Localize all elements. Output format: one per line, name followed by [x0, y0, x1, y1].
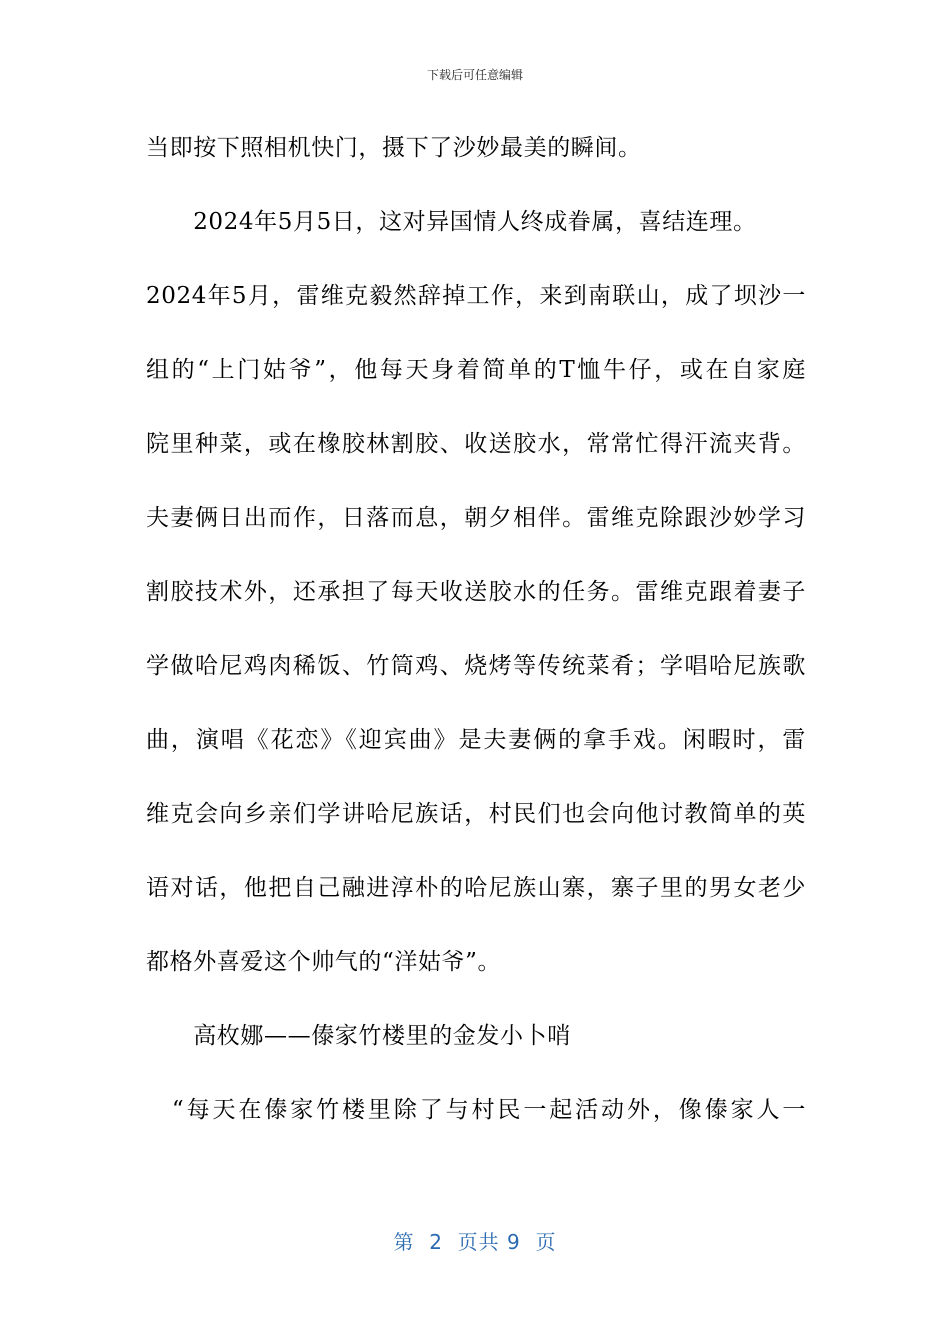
- paragraph-line: 2024年5月5日，这对异国情人终成眷属，喜结连理。: [146, 209, 757, 235]
- paragraph-line: 2024年5月，雷维克毅然辞掉工作，来到南联山，成了坝沙一: [146, 283, 806, 309]
- paragraph-line: 割胶技术外，还承担了每天收送胶水的任务。雷维克跟着妻子: [146, 579, 806, 605]
- paragraph-line: 学做哈尼鸡肉稀饭、竹筒鸡、烧烤等传统菜肴；学唱哈尼族歌: [146, 653, 806, 679]
- paragraph-line: 维克会向乡亲们学讲哈尼族话，村民们也会向他讨教简单的英: [146, 801, 806, 827]
- paragraph-line: 都格外喜爱这个帅气的“洋姑爷”。: [146, 949, 502, 975]
- paragraph-line: 夫妻俩日出而作，日落而息，朝夕相伴。雷维克除跟沙妙学习: [146, 505, 806, 531]
- paragraph-line: 当即按下照相机快门，摄下了沙妙最美的瞬间。: [146, 135, 642, 161]
- section-heading: 高枚娜——傣家竹楼里的金发小卜哨: [146, 1023, 571, 1049]
- paragraph-line: 语对话，他把自己融进淳朴的哈尼族山寨，寨子里的男女老少: [146, 875, 806, 901]
- paragraph-line: 曲，演唱《花恋》《迎宾曲》是夫妻俩的拿手戏。闲暇时，雷: [146, 727, 806, 753]
- header-note: 下载后可任意编辑: [426, 68, 523, 82]
- paragraph-line: 组的“上门姑爷”，他每天身着简单的T恤牛仔，或在自家庭: [146, 357, 806, 383]
- paragraph-line: “每天在傣家竹楼里除了与村民一起活动外，像傣家人一: [146, 1097, 806, 1123]
- paragraph-line: 院里种菜，或在橡胶林割胶、收送胶水，常常忙得汗流夹背。: [146, 431, 806, 457]
- page-number: 第 2 页共 9 页: [393, 1230, 557, 1254]
